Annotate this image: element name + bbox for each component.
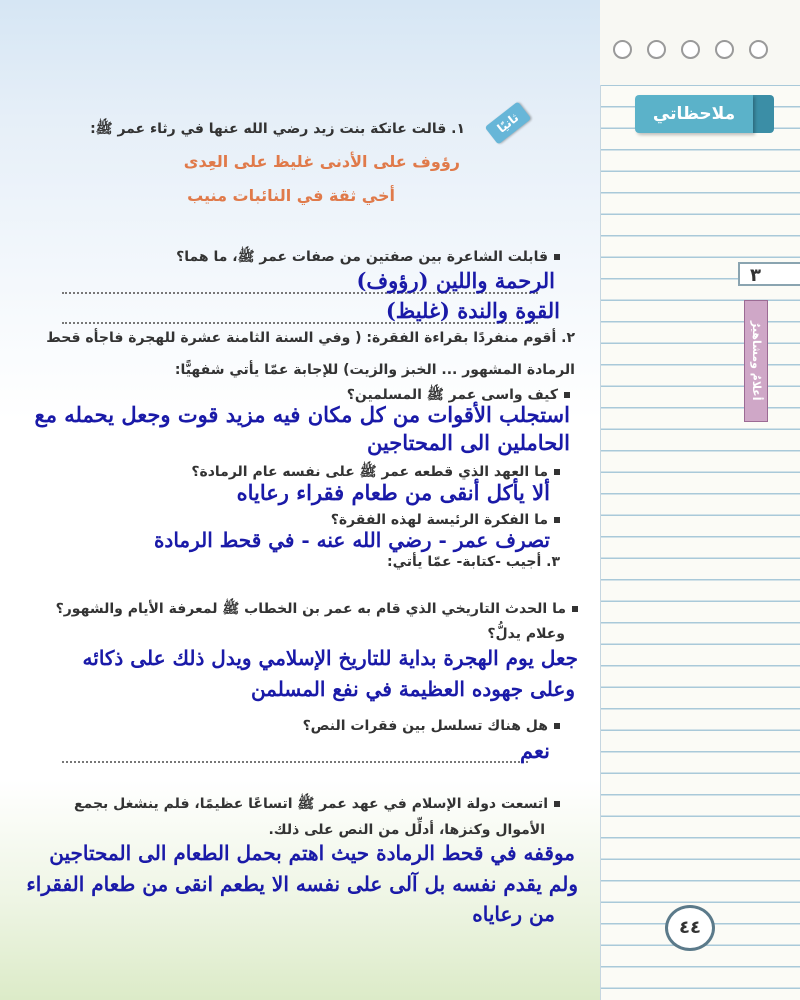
q2-sub-question-1-text: كيف واسى عمر ﷺ المسلمين؟ bbox=[346, 387, 558, 403]
poem-verse-2: أخي ثقة في النائبات منيب bbox=[187, 186, 395, 205]
bullet-icon bbox=[554, 801, 560, 807]
q1-answer-1[interactable]: الرحمة واللين (رؤوف) bbox=[356, 268, 555, 293]
q2-number: ٢. bbox=[561, 330, 575, 346]
q2-prompt-line-2: الرمادة المشهور ... الخبز والزيت) للإجابة عمّا يأتي شفهيًّا: bbox=[174, 362, 575, 378]
binder-hole bbox=[647, 40, 666, 59]
page-number: ٤٤ bbox=[665, 905, 715, 951]
q1-prompt-text: قالت عاتكة بنت زيد رضي الله عنها في رثاء عمر ﷺ: bbox=[90, 121, 447, 137]
q3-sub-question-3-line-2: الأموال وكنزها، أدلِّل من النص على ذلك. bbox=[268, 822, 545, 838]
notes-title: ملاحظاتي bbox=[635, 95, 753, 133]
unit-banner: أعلامٌ ومشاهيرٌ bbox=[744, 300, 768, 422]
binder-hole bbox=[681, 40, 700, 59]
q3-answer-1-line-1[interactable]: جعل يوم الهجرة بداية للتاريخ الإسلامي ويدل ذلك على ذكائه bbox=[82, 646, 578, 670]
unit-number: ٣ bbox=[738, 262, 800, 286]
q3-answer-2[interactable]: نعم bbox=[520, 738, 550, 763]
bullet-icon bbox=[554, 723, 560, 729]
q3-sub-question-1-line-2: وعلام يدلُّ؟ bbox=[487, 626, 565, 642]
q3-heading: ٣. أجيب -كتابة- عمّا يأتي: bbox=[386, 554, 560, 570]
q1-sub-question-text: قابلت الشاعرة بين صفتين من صفات عمر ﷺ، ما هما؟ bbox=[176, 249, 548, 265]
bullet-icon bbox=[554, 517, 560, 523]
q3-sub-question-3-text: اتسعت دولة الإسلام في عهد عمر ﷺ اتساعًا عظيمًا، فلم ينشغل بجمع bbox=[74, 796, 548, 812]
q3-sub-question-3 bbox=[74, 795, 560, 815]
bullet-icon bbox=[572, 606, 578, 612]
q3-answer-1-line-2[interactable]: وعلى جهوده العظيمة في نفع المسلمن bbox=[250, 677, 575, 701]
q2-answer-1-line-2[interactable]: الحاملين الى المحتاجين bbox=[366, 430, 570, 455]
q2-answer-3[interactable]: تصرف عمر - رضي الله عنه - في قحط الرمادة bbox=[153, 528, 550, 552]
q3-answer-3-line-1[interactable]: موقفه في قحط الرمادة حيث اهتم بحمل الطعام الى المحتاجين bbox=[49, 841, 575, 865]
q3-sub-question-2 bbox=[303, 718, 560, 734]
q3-sub-question-1-text: ما الحدث التاريخي الذي قام به عمر بن الخطاب ﷺ لمعرفة الأيام والشهور؟ bbox=[55, 601, 566, 617]
q2-sub-question-3-text: ما الفكرة الرئيسة لهذه الفقرة؟ bbox=[330, 512, 548, 528]
q2-prompt-text-1: أقوم منفردًا بقراءة الفقرة: ( وفي السنة الثامنة عشرة للهجرة فاجأه قحط bbox=[46, 330, 557, 346]
bullet-icon bbox=[564, 392, 570, 398]
q2-sub-question-2-text: ما العهد الذي قطعه عمر ﷺ على نفسه عام الرمادة؟ bbox=[191, 464, 548, 480]
q1-answer-2[interactable]: القوة والندة (غليظ) bbox=[385, 298, 560, 323]
notes-sidebar bbox=[600, 0, 800, 1000]
answer-line bbox=[62, 761, 528, 763]
bullet-icon bbox=[554, 469, 560, 475]
q1-number: ١. bbox=[451, 121, 465, 137]
q2-answer-1-line-1[interactable]: استجلب الأقوات من كل مكان فيه مزيد قوت وجعل يحمله مع bbox=[34, 402, 570, 427]
q2-answer-2[interactable]: ألا يأكل أنقى من طعام فقراء رعاياه bbox=[236, 480, 550, 505]
q2-sub-question-3 bbox=[331, 512, 560, 528]
binder-hole bbox=[715, 40, 734, 59]
q1-sub-question bbox=[176, 248, 560, 268]
poem-verse-1: رؤوف على الأدنى غليظ على العِدى bbox=[183, 152, 460, 171]
q1-prompt bbox=[90, 120, 465, 140]
binder-hole bbox=[613, 40, 632, 59]
binder-hole bbox=[749, 40, 768, 59]
q2-prompt-line-1 bbox=[46, 330, 575, 346]
q3-sub-question-1 bbox=[56, 600, 578, 620]
q3-answer-3-line-2[interactable]: ولم يقدم نفسه بل آلى على نفسه الا يطعم انقى من طعام الفقراء bbox=[26, 872, 578, 896]
bullet-icon bbox=[554, 254, 560, 260]
notes-sidebar-top bbox=[600, 0, 800, 85]
q3-answer-3-line-3[interactable]: من رعاياه bbox=[472, 902, 555, 926]
section-badge: ثانيًا bbox=[485, 101, 532, 144]
q3-sub-question-2-text: هل هناك تسلسل بين فقرات النص؟ bbox=[302, 718, 548, 734]
